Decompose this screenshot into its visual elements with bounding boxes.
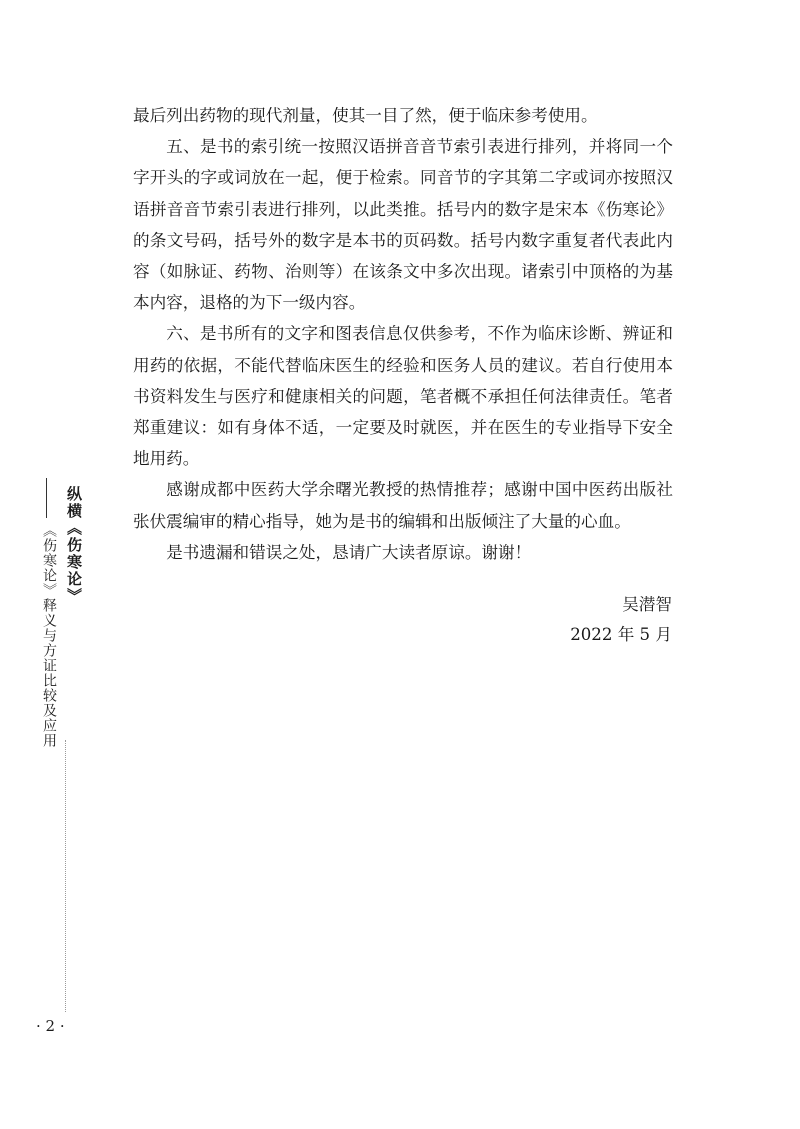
paragraph-closing: 是书遗漏和错误之处，恳请广大读者原谅。谢谢！ — [166, 542, 532, 562]
paragraph-continuation: 最后列出药物的现代剂量，使其一目了然，便于临床参考使用。 — [133, 106, 598, 125]
signature-date: 2022 年 5 月 — [570, 625, 672, 644]
margin-dotted-rule — [65, 740, 66, 1012]
running-subtitle: 《伤寒论》释义与方证比较及应用 — [41, 523, 57, 748]
subtitle-rule — [46, 478, 47, 518]
paragraph-acknowledgement: 感谢成都中医药大学余曙光教授的热情推荐；感谢中国中医药出版社张伏震编审的精心指导，她为是书的编辑和出版倾注了大量的心血。 — [133, 480, 673, 531]
body-text — [133, 100, 673, 568]
page-number: · 2 · — [36, 1017, 65, 1035]
paragraph-disclaimer: 六、是书所有的文字和图表信息仅供参考，不作为临床诊断、辨证和用药的依据，不能代替临床医生的经验和医务人员的建议。若自行使用本书资料发生与医疗和健康相关的问题，笔者概不承担任何法律责任。笔者郑重建议：如有身体不适，一定要及时就医，并在医生的专业指导下安全地用药。 — [133, 324, 673, 469]
paragraph-index-note: 五、是书的索引统一按照汉语拼音音节索引表进行排列，并将同一个字开头的字或词放在一起，便于检索。同音节的字其第二字或词亦按照汉语拼音音节索引表进行排列，以此类推。括号内的数字是宋本《伤寒论》的条文号码，括号外的数字是本书的页码数。括号内数字重复者代表此内容（如脉证、药物、治则等）在该条文中多次出现。诸索引中顶格的为基本内容，退格的为下一级内容。 — [133, 137, 673, 313]
author-signature: 吴潜智 — [622, 595, 672, 614]
running-title: 纵横《伤寒论》 — [65, 486, 83, 605]
